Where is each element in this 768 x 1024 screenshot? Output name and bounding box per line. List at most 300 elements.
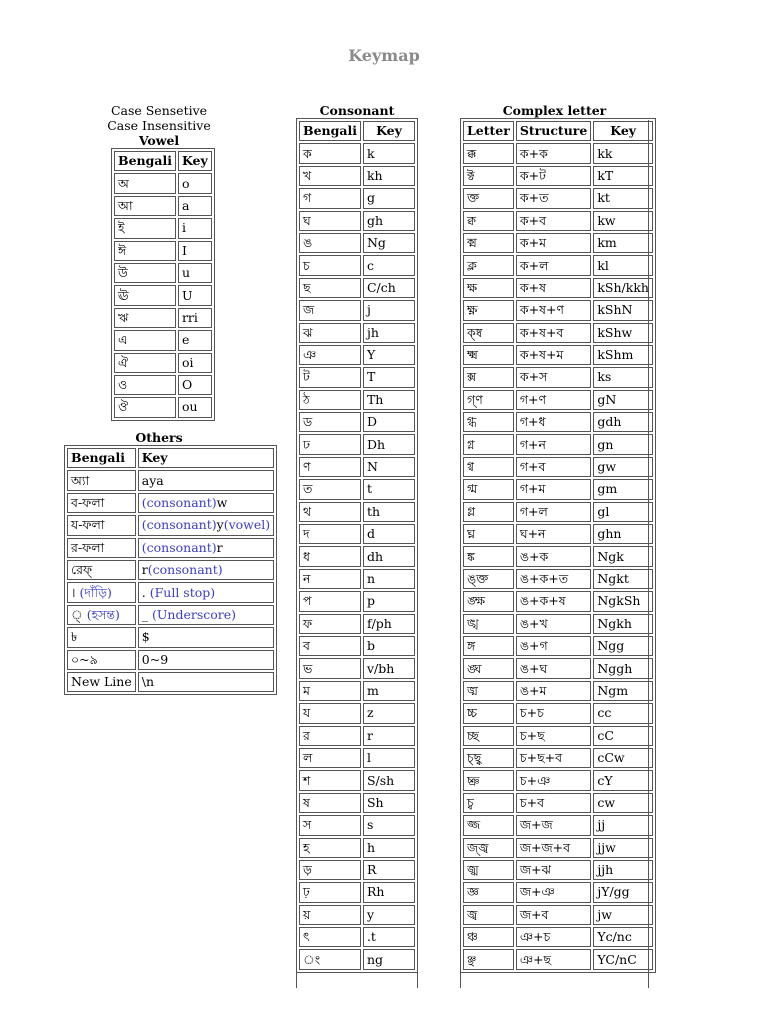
others-key-cell <box>138 605 274 625</box>
consonant-key-cell: S/sh <box>363 770 415 790</box>
complex-structure-cell: ঙ+খ <box>516 614 592 634</box>
vowel-bengali-cell: আ <box>114 196 176 216</box>
complex-key-cell: kShN <box>593 300 653 320</box>
complex-structure-cell: জ+জ <box>516 815 592 835</box>
consonant-bengali-cell: ঞ <box>299 345 361 365</box>
consonant-key-cell: j <box>363 300 415 320</box>
complex-letter-cell: ঙ্ম <box>463 681 514 701</box>
vowel-key-cell: rri <box>178 308 212 328</box>
complex-key-cell: Ngg <box>593 636 653 656</box>
others-key-text: r <box>141 562 148 578</box>
vowel-header-bengali: Bengali <box>114 151 176 171</box>
table-row <box>463 188 653 208</box>
others-key-note-2: (vowel) <box>223 517 271 533</box>
complex-structure-cell: ঘ+ন <box>516 524 592 544</box>
table-row <box>299 658 415 678</box>
complex-table <box>460 118 656 973</box>
vowel-key-cell: e <box>178 330 212 350</box>
others-bengali-text: ্ <box>71 606 83 622</box>
complex-letter-cell: চ্ছ <box>463 726 514 746</box>
table-row <box>463 211 653 231</box>
table-row <box>463 927 653 947</box>
complex-key-cell: Ngkt <box>593 569 653 589</box>
complex-key-cell: gn <box>593 434 653 454</box>
table-row <box>114 241 212 261</box>
complex-structure-cell: ক+ট <box>516 166 592 186</box>
consonant-bengali-cell: ড় <box>299 860 361 880</box>
vowel-key-cell: oi <box>178 353 212 373</box>
table-row <box>463 300 653 320</box>
complex-header-letter: Letter <box>463 121 514 141</box>
consonant-key-cell: s <box>363 815 415 835</box>
table-row <box>299 927 415 947</box>
complex-letter-cell: জ্ঞ <box>463 882 514 902</box>
others-key-text: \n <box>141 674 155 690</box>
consonant-key-cell: D <box>363 412 415 432</box>
consonant-key-cell: v/bh <box>363 658 415 678</box>
table-row <box>67 582 274 602</box>
table-row <box>463 838 653 858</box>
table-row <box>67 672 274 692</box>
consonant-bengali-cell: ভ <box>299 658 361 678</box>
consonant-bengali-cell: ষ <box>299 793 361 813</box>
table-row <box>299 390 415 410</box>
table-row <box>463 614 653 634</box>
others-bengali-text: । <box>71 584 76 600</box>
table-row <box>463 502 653 522</box>
consonant-key-cell: ng <box>363 949 415 969</box>
consonant-key-cell: Sh <box>363 793 415 813</box>
others-bengali-text: রেফ্ <box>71 562 92 578</box>
complex-letter-cell: ক্ত <box>463 188 514 208</box>
others-bengali-cell <box>67 470 136 490</box>
complex-structure-cell: জ+ঝ <box>516 860 592 880</box>
consonant-bengali-cell: ট <box>299 367 361 387</box>
consonant-key-cell: n <box>363 569 415 589</box>
complex-letter-cell: গ্ন <box>463 434 514 454</box>
complex-letter-cell: জ্ঝ <box>463 860 514 880</box>
vowel-bengali-cell: ঋ <box>114 308 176 328</box>
consonant-title: Consonant <box>319 103 395 118</box>
table-row <box>463 434 653 454</box>
complex-letter-cell: ক্ক <box>463 143 514 163</box>
table-row <box>299 905 415 925</box>
consonant-key-cell: th <box>363 502 415 522</box>
consonant-key-cell: .t <box>363 927 415 947</box>
vowel-title: Vowel <box>138 133 180 148</box>
complex-letter-cell: ঙ্ঘ <box>463 658 514 678</box>
table-row <box>463 479 653 499</box>
table-row <box>463 770 653 790</box>
vowel-key-cell: u <box>178 263 212 283</box>
complex-structure-cell: ক+ষ+ব <box>516 323 592 343</box>
complex-structure-cell: চ+ছ+ব <box>516 748 592 768</box>
complex-letter-cell: ক্স <box>463 367 514 387</box>
vowel-bengali-cell: ঐ <box>114 353 176 373</box>
table-row <box>299 726 415 746</box>
complex-title: Complex letter <box>502 103 607 118</box>
vowel-header-key: Key <box>178 151 212 171</box>
table-row <box>463 726 653 746</box>
table-row <box>299 703 415 723</box>
others-key-cell <box>138 650 274 670</box>
complex-key-cell: cCw <box>593 748 653 768</box>
complex-key-cell: Ngk <box>593 546 653 566</box>
consonant-bengali-cell: ধ <box>299 546 361 566</box>
vowel-bengali-cell: ই <box>114 218 176 238</box>
table-row <box>114 308 212 328</box>
table-row <box>299 278 415 298</box>
consonant-bengali-cell: ৎ <box>299 927 361 947</box>
consonant-bengali-cell: ঢ <box>299 434 361 454</box>
complex-structure-cell: গ+ব <box>516 457 592 477</box>
complex-letter-cell: ক্ল <box>463 255 514 275</box>
consonant-bengali-cell: ড <box>299 412 361 432</box>
complex-structure-cell: ক+ব <box>516 211 592 231</box>
table-row <box>463 367 653 387</box>
consonant-key-cell: T <box>363 367 415 387</box>
consonant-key-cell: k <box>363 143 415 163</box>
complex-key-cell: ghn <box>593 524 653 544</box>
table-row <box>463 703 653 723</box>
table-row <box>299 860 415 880</box>
complex-letter-cell: ক্ষ্ম <box>463 345 514 365</box>
consonant-bengali-cell: ম <box>299 681 361 701</box>
consonant-section <box>296 103 418 973</box>
table-row <box>299 479 415 499</box>
complex-letter-cell: ক্ব <box>463 211 514 231</box>
complex-letter-cell: ঙ্ক্ত <box>463 569 514 589</box>
vowel-key-cell: i <box>178 218 212 238</box>
others-bengali-text: New Line <box>71 674 132 690</box>
table-row <box>463 546 653 566</box>
complex-key-cell: jw <box>593 905 653 925</box>
complex-key-cell: jY/gg <box>593 882 653 902</box>
table-row <box>463 143 653 163</box>
others-bengali-cell <box>67 672 136 692</box>
consonant-key-cell: f/ph <box>363 614 415 634</box>
table-row <box>114 375 212 395</box>
complex-key-cell: Nggh <box>593 658 653 678</box>
others-key-note: (consonant) <box>141 539 217 555</box>
complex-structure-cell: ক+ত <box>516 188 592 208</box>
others-header-bengali: Bengali <box>67 448 136 468</box>
others-key-note-2: (Full stop) <box>145 584 216 600</box>
consonant-key-cell: N <box>363 457 415 477</box>
consonant-key-cell: h <box>363 838 415 858</box>
complex-letter-cell: জ্জ <box>463 815 514 835</box>
consonant-bengali-cell: ছ <box>299 278 361 298</box>
table-row <box>67 650 274 670</box>
consonant-bengali-cell: ঙ <box>299 233 361 253</box>
table-row <box>299 546 415 566</box>
complex-key-cell: jj <box>593 815 653 835</box>
complex-letter-cell: ক্ম <box>463 233 514 253</box>
complex-letter-cell: জ্ব <box>463 905 514 925</box>
others-table <box>64 445 277 695</box>
complex-structure-cell: গ+ণ <box>516 390 592 410</box>
complex-key-cell: Ngkh <box>593 614 653 634</box>
complex-key-cell: cY <box>593 770 653 790</box>
consonant-key-cell: r <box>363 726 415 746</box>
vowel-key-cell: ou <box>178 397 212 417</box>
table-row <box>114 353 212 373</box>
table-row <box>299 949 415 969</box>
others-key-text: . <box>141 584 146 600</box>
complex-letter-cell: ঙ্খ <box>463 614 514 634</box>
complex-structure-cell: চ+ব <box>516 793 592 813</box>
complex-structure-cell: গ+ল <box>516 502 592 522</box>
table-row <box>299 143 415 163</box>
others-key-cell <box>138 560 274 580</box>
table-row <box>67 560 274 580</box>
complex-letter-cell: ঘ্ন <box>463 524 514 544</box>
complex-structure-cell: ঞ+ছ <box>516 949 592 969</box>
complex-key-cell: kT <box>593 166 653 186</box>
complex-structure-cell: ক+ল <box>516 255 592 275</box>
case-sensitive-label: Case Sensetive <box>110 103 208 118</box>
consonant-bengali-cell: র <box>299 726 361 746</box>
table-row <box>299 524 415 544</box>
complex-letter-cell: গ্ণ <box>463 390 514 410</box>
others-key-cell <box>138 470 274 490</box>
consonant-key-cell: y <box>363 905 415 925</box>
complex-key-cell: kShw <box>593 323 653 343</box>
others-key-note: (consonant) <box>141 494 217 510</box>
consonant-key-cell: C/ch <box>363 278 415 298</box>
complex-letter-cell: ক্ষ <box>463 278 514 298</box>
table-row <box>67 627 274 647</box>
table-row <box>463 882 653 902</box>
consonant-key-cell: d <box>363 524 415 544</box>
others-bengali-text: য-ফলা <box>71 517 105 533</box>
complex-letter-cell: গ্ধ <box>463 412 514 432</box>
complex-structure-cell: ঙ+ম <box>516 681 592 701</box>
complex-structure-cell: জ+ব <box>516 905 592 925</box>
consonant-key-cell: Dh <box>363 434 415 454</box>
table-row <box>114 218 212 238</box>
consonant-bengali-cell: দ <box>299 524 361 544</box>
table-row <box>299 636 415 656</box>
table-row <box>299 255 415 275</box>
table-row <box>299 211 415 231</box>
table-row <box>299 502 415 522</box>
complex-structure-cell: ঙ+ঘ <box>516 658 592 678</box>
complex-structure-cell: ক+ষ+ম <box>516 345 592 365</box>
complex-key-cell: YC/nC <box>593 949 653 969</box>
vowel-key-cell: I <box>178 241 212 261</box>
complex-letter-cell: ঞ্চ <box>463 927 514 947</box>
complex-letter-cell: ক্ষ্ব <box>463 323 514 343</box>
vowel-bengali-cell: অ <box>114 173 176 193</box>
complex-structure-cell: গ+ধ <box>516 412 592 432</box>
vowel-bengali-cell: ঊ <box>114 285 176 305</box>
others-bengali-cell <box>67 493 136 513</box>
table-row <box>463 524 653 544</box>
complex-key-cell: cC <box>593 726 653 746</box>
consonant-bengali-cell: ত <box>299 479 361 499</box>
consonant-key-cell: m <box>363 681 415 701</box>
table-row <box>299 412 415 432</box>
consonant-bengali-cell: জ <box>299 300 361 320</box>
consonant-bengali-cell: ং <box>299 949 361 969</box>
others-header-key: Key <box>138 448 274 468</box>
vowel-key-cell: O <box>178 375 212 395</box>
table-row <box>67 605 274 625</box>
complex-structure-cell: ঞ+চ <box>516 927 592 947</box>
complex-letter-cell: ঞ্ছ <box>463 949 514 969</box>
consonant-bengali-cell: শ <box>299 770 361 790</box>
others-bengali-cell <box>67 650 136 670</box>
consonant-key-cell: b <box>363 636 415 656</box>
consonant-key-cell: dh <box>363 546 415 566</box>
table-row <box>114 196 212 216</box>
consonant-bengali-cell: ব <box>299 636 361 656</box>
complex-section <box>460 103 649 973</box>
table-row <box>463 681 653 701</box>
complex-key-cell: gw <box>593 457 653 477</box>
table-row <box>463 815 653 835</box>
others-key-cell <box>138 493 274 513</box>
others-key-text: _ <box>141 606 149 622</box>
consonant-bengali-cell: ঘ <box>299 211 361 231</box>
complex-letter-cell: গ্ব <box>463 457 514 477</box>
table-row <box>114 263 212 283</box>
others-key-note: (consonant) <box>141 517 217 533</box>
table-row <box>463 323 653 343</box>
consonant-key-cell: t <box>363 479 415 499</box>
others-key-note-2: (consonant) <box>147 562 223 578</box>
others-bengali-cell <box>67 560 136 580</box>
consonant-bengali-cell: চ <box>299 255 361 275</box>
table-row <box>463 278 653 298</box>
others-title: Others <box>135 430 183 445</box>
complex-letter-cell: ঙ্ক <box>463 546 514 566</box>
table-row <box>299 815 415 835</box>
consonant-bengali-cell: খ <box>299 166 361 186</box>
others-bengali-note: (দাঁড়ি) <box>75 584 112 600</box>
complex-structure-cell: ঙ+ক <box>516 546 592 566</box>
consonant-key-cell: Rh <box>363 882 415 902</box>
complex-structure-cell: ঙ+গ <box>516 636 592 656</box>
complex-structure-cell: চ+ছ <box>516 726 592 746</box>
complex-letter-cell: চ্ছ্ব <box>463 748 514 768</box>
consonant-key-cell: jh <box>363 323 415 343</box>
consonant-bengali-cell: ঢ় <box>299 882 361 902</box>
others-bengali-cell <box>67 627 136 647</box>
consonant-bengali-cell: ন <box>299 569 361 589</box>
others-bengali-text: ব-ফলা <box>71 494 105 510</box>
complex-structure-cell: ক+ষ+ণ <box>516 300 592 320</box>
table-row <box>299 793 415 813</box>
complex-structure-cell: জ+ঞ <box>516 882 592 902</box>
consonant-table <box>296 118 418 973</box>
others-bengali-cell <box>67 582 136 602</box>
complex-key-cell: kl <box>593 255 653 275</box>
table-row <box>299 166 415 186</box>
table-row <box>463 457 653 477</box>
table-row <box>463 748 653 768</box>
complex-key-cell: Yc/nc <box>593 927 653 947</box>
table-row <box>299 569 415 589</box>
others-key-text: aya <box>141 472 164 488</box>
complex-key-cell: kShm <box>593 345 653 365</box>
consonant-bengali-cell: ফ <box>299 614 361 634</box>
complex-structure-cell: ক+ক <box>516 143 592 163</box>
table-row <box>463 949 653 969</box>
complex-letter-cell: ক্ট <box>463 166 514 186</box>
complex-structure-cell: চ+চ <box>516 703 592 723</box>
complex-key-cell: jjw <box>593 838 653 858</box>
consonant-key-cell: z <box>363 703 415 723</box>
case-insensitive-label: Case Insensitive <box>107 118 211 133</box>
complex-letter-cell: গ্ল <box>463 502 514 522</box>
table-row <box>463 636 653 656</box>
others-key-text: r <box>216 539 223 555</box>
table-row <box>114 173 212 193</box>
table-row <box>463 233 653 253</box>
others-section <box>64 430 271 695</box>
vowel-key-cell: o <box>178 173 212 193</box>
complex-letter-cell: ঙ্ক্ষ <box>463 591 514 611</box>
vowel-bengali-cell: উ <box>114 263 176 283</box>
others-bengali-text: র-ফলা <box>71 539 105 555</box>
vowel-table <box>111 148 215 421</box>
others-bengali-text: অ্যা <box>71 472 90 488</box>
consonant-bengali-cell: হ <box>299 838 361 858</box>
complex-key-cell: km <box>593 233 653 253</box>
complex-key-cell: gl <box>593 502 653 522</box>
complex-header-structure: Structure <box>516 121 592 141</box>
consonant-bengali-cell: য <box>299 703 361 723</box>
table-row <box>463 569 653 589</box>
table-row <box>299 681 415 701</box>
consonant-bengali-cell: স <box>299 815 361 835</box>
table-row <box>463 658 653 678</box>
consonant-key-cell: kh <box>363 166 415 186</box>
complex-header-key: Key <box>593 121 653 141</box>
complex-letter-cell: চ্চ <box>463 703 514 723</box>
table-row <box>463 412 653 432</box>
table-row <box>299 434 415 454</box>
others-bengali-note: (হসন্ত) <box>82 606 120 622</box>
table-row <box>114 330 212 350</box>
vowel-section <box>107 103 211 421</box>
vowel-key-cell: a <box>178 196 212 216</box>
table-row <box>114 285 212 305</box>
consonant-key-cell: Th <box>363 390 415 410</box>
complex-letter-cell: জ্জ্ব <box>463 838 514 858</box>
complex-structure-cell: ক+ম <box>516 233 592 253</box>
table-row <box>299 188 415 208</box>
complex-key-cell: kk <box>593 143 653 163</box>
complex-structure-cell: ক+ষ <box>516 278 592 298</box>
complex-key-cell: gdh <box>593 412 653 432</box>
table-row <box>299 323 415 343</box>
table-row <box>463 793 653 813</box>
consonant-header-bengali: Bengali <box>299 121 361 141</box>
consonant-key-cell: Y <box>363 345 415 365</box>
others-bengali-cell <box>67 515 136 535</box>
others-key-cell <box>138 538 274 558</box>
complex-key-cell: kw <box>593 211 653 231</box>
complex-letter-cell: চ্ঞ <box>463 770 514 790</box>
others-key-text: $ <box>141 629 150 645</box>
consonant-key-cell: c <box>363 255 415 275</box>
page-title: Keymap <box>348 46 420 65</box>
complex-letter-cell: গ্ম <box>463 479 514 499</box>
table-row <box>463 591 653 611</box>
